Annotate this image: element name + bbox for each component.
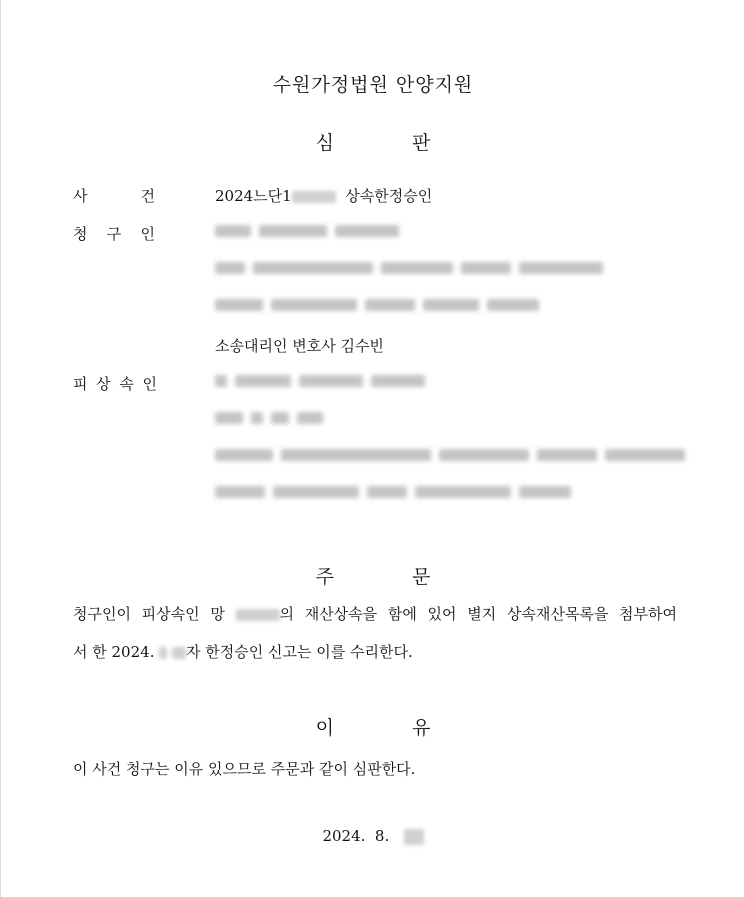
reason-text: 이 사건 청구는 이유 있으므로 주문과 같이 심판한다. (73, 760, 416, 778)
redacted-decedent-name (215, 375, 433, 389)
redacted-decedent-date (215, 412, 331, 426)
case-label: 사 건 (73, 187, 155, 205)
redacted-decedent-name-inline (236, 609, 280, 621)
order-line-1: 청구인이 피상속인 망 의 재산상속을 함에 있어 별지 상속재산목록을 첨부하여 (73, 605, 677, 623)
redacted-filing-date (172, 647, 186, 659)
redacted-day (404, 829, 424, 845)
redacted-decedent-address-1 (215, 449, 693, 463)
redacted-claimant-address-1 (215, 262, 611, 276)
case-number: 2024느단1 상속한정승인 (215, 187, 433, 205)
claimant-label: 청 구 인 (73, 225, 155, 243)
reason-heading: 이 유 (315, 717, 431, 739)
redacted-claimant-address-2 (215, 299, 547, 313)
court-name: 수원가정법원 안양지원 (272, 74, 474, 96)
order-line-2: 서 한 2024. 자 한정승인 신고는 이를 수리한다. (73, 643, 413, 661)
decedent-label: 피 상 속 인 (73, 375, 157, 393)
title-right: 판 (412, 132, 431, 154)
redacted-claimant-name (215, 225, 407, 239)
decision-date: 2024. 8. (1, 827, 744, 845)
document-title (1, 128, 744, 155)
case-name: 상속한정승인 (345, 187, 433, 205)
attorney-line: 소송대리인 변호사 김수빈 (215, 337, 384, 355)
redacted-decedent-address-2 (215, 486, 579, 500)
redacted-case-number (292, 191, 336, 203)
title-left: 심 (315, 132, 334, 154)
order-heading: 주 문 (315, 566, 431, 588)
